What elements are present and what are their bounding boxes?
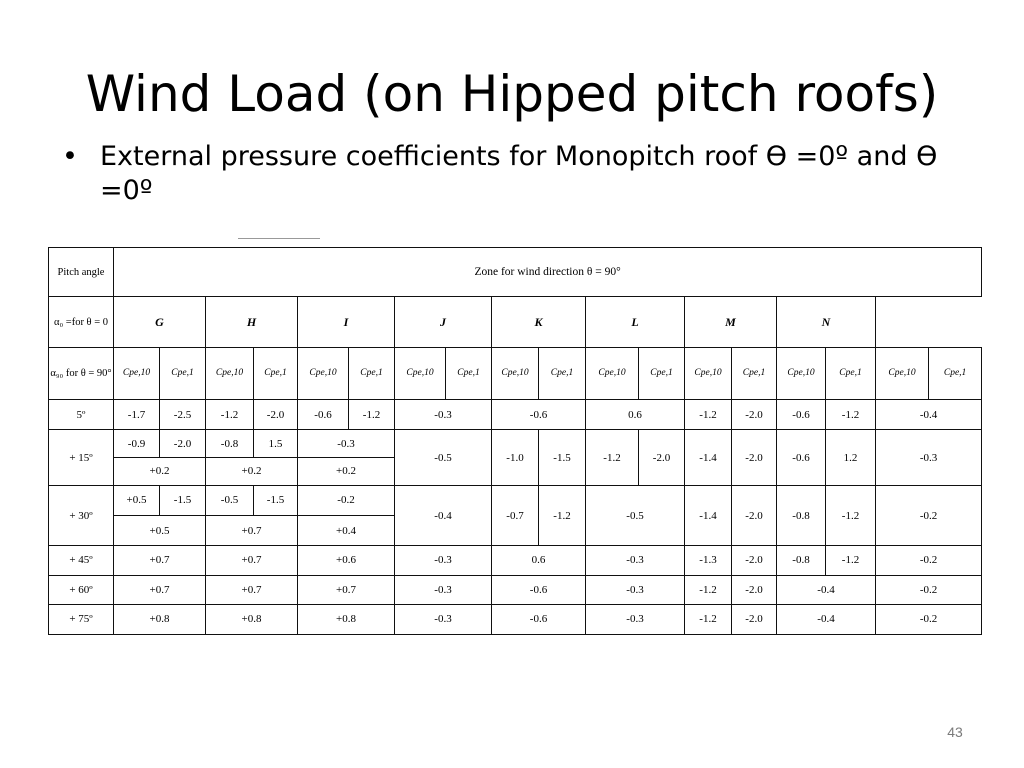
coefficient-cell: 0.6: [586, 400, 685, 430]
coefficient-cell: -1.5: [539, 430, 586, 485]
coefficient-cell: -0.2: [876, 575, 982, 604]
coefficient-cell: 1.2: [826, 430, 876, 485]
coefficient-cell: -0.4: [395, 485, 492, 545]
coefficient-cell: -0.6: [492, 400, 586, 430]
cp-label: Cpe,10: [876, 347, 929, 399]
coefficient-cell: -0.3: [395, 546, 492, 575]
coefficient-cell: -0.3: [395, 400, 492, 430]
pitch-angle-cell: + 75º: [49, 604, 114, 634]
coefficient-cell: +0.5: [114, 516, 206, 546]
coefficient-cell: -0.7: [492, 485, 539, 545]
coefficient-cell: -1.2: [586, 430, 639, 485]
coefficient-cell: -0.9: [114, 430, 160, 457]
coefficient-cell: -0.3: [586, 604, 685, 634]
coefficient-cell: -1.5: [160, 485, 206, 515]
coefficient-cell: -2.0: [732, 604, 777, 634]
coefficient-cell: +0.7: [206, 575, 298, 604]
coefficient-cell: +0.8: [114, 604, 206, 634]
coefficient-cell: -2.0: [732, 430, 777, 485]
coefficient-cell: -0.2: [876, 604, 982, 634]
zone-label-i: I: [298, 297, 395, 347]
zone-label-k: K: [492, 297, 586, 347]
cp-label: Cpe,1: [732, 347, 777, 399]
coefficient-cell: -1.4: [685, 485, 732, 545]
pressure-coefficient-table: [48, 247, 982, 635]
zone-label-j: J: [395, 297, 492, 347]
cp-label: Cpe,1: [254, 347, 298, 399]
coefficient-cell: -0.6: [492, 604, 586, 634]
coefficient-cell: -1.2: [826, 400, 876, 430]
pitch-angle-cell: + 30º: [49, 485, 114, 545]
pitch-angle-cell: 5º: [49, 400, 114, 430]
coefficient-cell: -0.5: [206, 485, 254, 515]
cp-label: Cpe,10: [685, 347, 732, 399]
coefficient-cell: -1.5: [254, 485, 298, 515]
coefficient-cell: -0.6: [777, 430, 826, 485]
zone-label-g: G: [114, 297, 206, 347]
coefficient-cell: +0.2: [206, 457, 298, 485]
scan-fragment: [238, 238, 320, 245]
cp-label: Cpe,10: [114, 347, 160, 399]
pitch-angle-cell: + 15º: [49, 430, 114, 485]
coefficient-cell: -2.0: [639, 430, 685, 485]
coefficient-cell: +0.8: [206, 604, 298, 634]
pitch-angle-cell: + 45º: [49, 546, 114, 575]
coefficient-cell: +0.4: [298, 516, 395, 546]
coefficient-cell: -1.4: [685, 430, 732, 485]
coefficient-cell: -2.0: [732, 575, 777, 604]
cp-label: Cpe,10: [395, 347, 446, 399]
bullet-symbol: •: [62, 141, 78, 172]
coefficient-cell: -0.6: [777, 400, 826, 430]
bullet-text: External pressure coefficients for Monopitch roof Ѳ =0º and Ѳ =0º: [100, 141, 938, 206]
cp-label: Cpe,10: [586, 347, 639, 399]
coefficient-cell: -1.2: [206, 400, 254, 430]
coefficient-cell: -2.0: [732, 546, 777, 575]
coefficient-cell: -0.5: [395, 430, 492, 485]
alpha90-header: α₉₀ for θ = 90°: [49, 347, 114, 399]
pitch-angle-cell: + 60º: [49, 575, 114, 604]
cp-label: Cpe,10: [298, 347, 349, 399]
page-number: 43: [947, 724, 963, 740]
pitch-angle-header: Pitch angle: [49, 248, 114, 297]
cp-label: Cpe,1: [349, 347, 395, 399]
zone-label-h: H: [206, 297, 298, 347]
coefficient-cell: -0.3: [876, 430, 982, 485]
coefficient-cell: -0.3: [395, 604, 492, 634]
cp-label: Cpe,10: [206, 347, 254, 399]
cp-label: Cpe,1: [826, 347, 876, 399]
coefficient-cell: -0.3: [298, 430, 395, 457]
coefficient-cell: +0.2: [298, 457, 395, 485]
coefficient-cell: -2.0: [254, 400, 298, 430]
coefficient-cell: +0.7: [114, 546, 206, 575]
cp-label: Cpe,1: [539, 347, 586, 399]
coefficient-cell: -0.2: [298, 485, 395, 515]
coefficient-cell: 0.6: [492, 546, 586, 575]
coefficient-cell: -1.2: [685, 575, 732, 604]
coefficient-cell: -0.2: [876, 485, 982, 545]
alpha0-header: α₀ =for θ = 0: [49, 297, 114, 347]
coefficient-cell: -0.8: [777, 546, 826, 575]
zone-label-l: L: [586, 297, 685, 347]
coefficient-cell: -0.2: [876, 546, 982, 575]
coefficient-cell: -1.2: [349, 400, 395, 430]
coefficient-cell: -2.0: [160, 430, 206, 457]
coefficient-cell: -0.4: [876, 400, 982, 430]
coefficient-cell: +0.7: [298, 575, 395, 604]
coefficient-cell: +0.6: [298, 546, 395, 575]
cp-label: Cpe,1: [929, 347, 982, 399]
coefficient-cell: -0.6: [298, 400, 349, 430]
zone-label-n: N: [777, 297, 876, 347]
cp-label: Cpe,1: [639, 347, 685, 399]
coefficient-cell: -2.0: [732, 485, 777, 545]
coefficient-cell: +0.7: [206, 516, 298, 546]
pressure-coefficient-table-wrapper: [48, 247, 981, 635]
coefficient-cell: -0.8: [777, 485, 826, 545]
slide-title: Wind Load (on Hipped pitch roofs): [85, 65, 939, 123]
cp-label: Cpe,10: [777, 347, 826, 399]
coefficient-cell: -0.3: [586, 546, 685, 575]
coefficient-cell: -1.2: [539, 485, 586, 545]
coefficient-cell: -1.3: [685, 546, 732, 575]
coefficient-cell: -0.3: [586, 575, 685, 604]
coefficient-cell: -1.0: [492, 430, 539, 485]
zone-label-m: M: [685, 297, 777, 347]
coefficient-cell: +0.8: [298, 604, 395, 634]
coefficient-cell: -1.2: [826, 485, 876, 545]
coefficient-cell: -0.4: [777, 575, 876, 604]
cp-label: Cpe,1: [160, 347, 206, 399]
coefficient-cell: -0.4: [777, 604, 876, 634]
coefficient-cell: +0.7: [206, 546, 298, 575]
coefficient-cell: -1.7: [114, 400, 160, 430]
zone-header: Zone for wind direction θ = 90°: [114, 248, 982, 297]
coefficient-cell: -0.5: [586, 485, 685, 545]
coefficient-cell: 1.5: [254, 430, 298, 457]
coefficient-cell: -2.0: [732, 400, 777, 430]
coefficient-cell: -2.5: [160, 400, 206, 430]
coefficient-cell: -0.6: [492, 575, 586, 604]
coefficient-cell: -0.8: [206, 430, 254, 457]
coefficient-cell: +0.5: [114, 485, 160, 515]
cp-label: Cpe,10: [492, 347, 539, 399]
coefficient-cell: -1.2: [826, 546, 876, 575]
coefficient-cell: -0.3: [395, 575, 492, 604]
coefficient-cell: +0.2: [114, 457, 206, 485]
coefficient-cell: +0.7: [114, 575, 206, 604]
cp-label: Cpe,1: [446, 347, 492, 399]
coefficient-cell: -1.2: [685, 400, 732, 430]
coefficient-cell: -1.2: [685, 604, 732, 634]
